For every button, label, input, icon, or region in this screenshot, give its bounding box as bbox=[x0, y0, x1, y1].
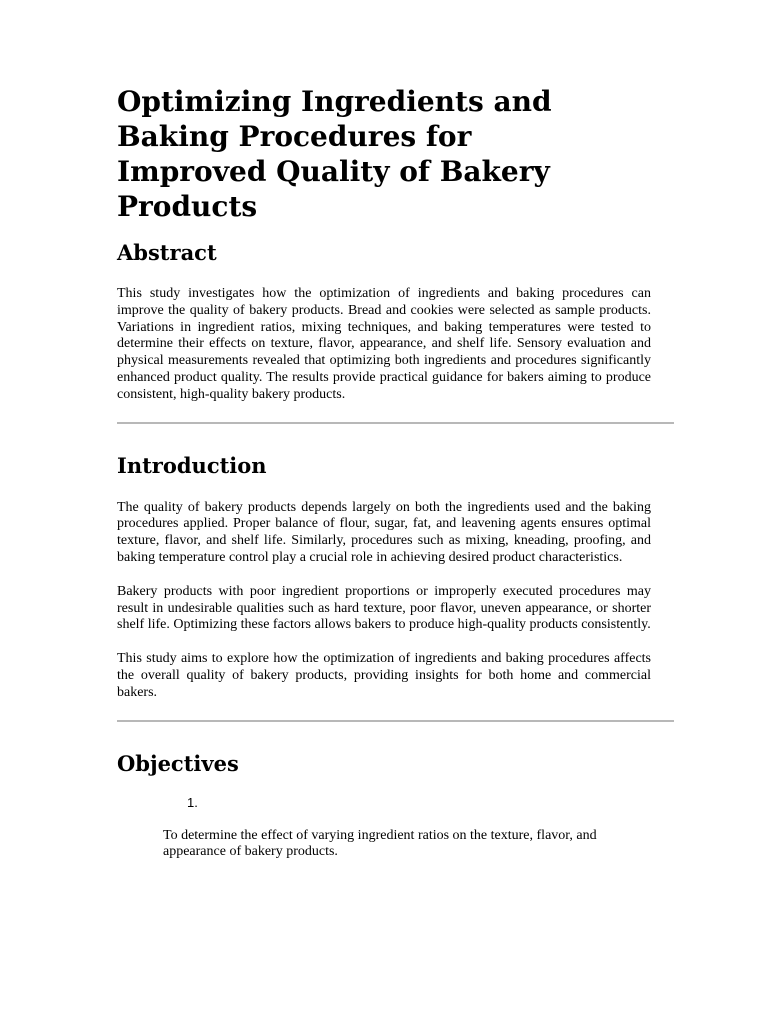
objective-number: 1. bbox=[187, 794, 198, 810]
section-divider bbox=[117, 720, 674, 722]
section-divider bbox=[117, 422, 674, 424]
introduction-heading: Introduction bbox=[117, 452, 267, 478]
abstract-text: This study investigates how the optimization of ingredients and baking procedures can improve the quality of bakery products. Bread and cookies were selected as sample products. Variations in ingredient ratios, mixing techniques, and baking temperatures were tested to determine their effects on texture, flavor, appearance, and shelf life. Sensory evaluation and physical measurements revealed that optimizing both ingredients and procedures significantly enhanced product quality. The results provide practical guidance for bakers aiming to produce consistent, high-quality bakery products. bbox=[117, 286, 651, 402]
introduction-paragraph: This study aims to explore how the optimization of ingredients and baking procedures affects the overall quality of bakery products, providing insights for both home and commercial bakers. bbox=[117, 651, 651, 700]
introduction-paragraph: The quality of bakery products depends largely on both the ingredients used and the baking procedures applied. Proper balance of flour, sugar, fat, and leavening agents ensures optimal texture, flavor, and shelf life. Similarly, procedures such as mixing, kneading, proofing, and baking temperature control play a crucial role in achieving desired product characteristics. bbox=[117, 499, 651, 565]
objective-text: To determine the effect of varying ingredient ratios on the texture, flavor, and appearance of bakery products. bbox=[163, 827, 597, 860]
document-page bbox=[117, 84, 674, 875]
objectives-heading: Objectives bbox=[117, 750, 239, 776]
abstract-heading: Abstract bbox=[117, 240, 217, 265]
document-title: Optimizing Ingredients and Baking Procedures for Improved Quality of Bakery Products bbox=[117, 85, 552, 223]
introduction-paragraph: Bakery products with poor ingredient proportions or improperly executed procedures may result in undesirable qualities such as hard texture, poor flavor, uneven appearance, or shorter shelf life. Optimizing these factors allows bakers to produce high-quality products consistently. bbox=[117, 583, 651, 633]
